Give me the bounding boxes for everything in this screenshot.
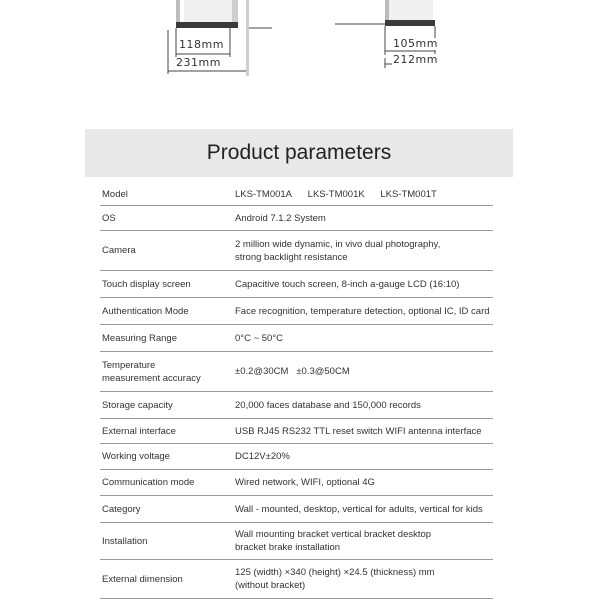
param-value: Face recognition, temperature detection, optional IC, ID card (235, 305, 490, 317)
param-value-line: 125 (width) ×340 (height) ×24.5 (thickness) mm (235, 567, 435, 578)
inner-dimension-label-right: 105mm (393, 37, 438, 50)
param-row-category (100, 496, 493, 523)
model-value: LKS-TM001T (380, 188, 437, 200)
param-row-communication (100, 470, 493, 496)
param-row-model (100, 183, 493, 206)
param-label: Installation (102, 535, 148, 547)
parameters-table (100, 183, 493, 599)
param-label: Touch display screen (102, 278, 191, 290)
param-label: Authentication Mode (102, 305, 189, 317)
section-header (85, 129, 513, 177)
param-row-voltage (100, 444, 493, 470)
outer-dimension-label-left: 231mm (176, 56, 221, 69)
param-label: OS (102, 212, 116, 224)
param-value (235, 238, 493, 264)
param-label: Working voltage (102, 451, 170, 462)
param-value-line: bracket brake installation (235, 542, 341, 553)
param-value: 0°C ~ 50°C (235, 332, 283, 344)
outer-dimension-label-right: 212mm (393, 53, 438, 66)
dimension-diagram-left (150, 0, 280, 80)
param-label: Storage capacity (102, 399, 173, 411)
inner-dimension-label-left: 118mm (179, 38, 224, 51)
param-row-installation (100, 523, 493, 560)
param-value: Capacitive touch screen, 8-inch a-gauge LCD (16:10) (235, 278, 460, 290)
param-label-line: Temperature (102, 359, 156, 371)
param-row-storage (100, 392, 493, 419)
param-row-measuring-range (100, 325, 493, 352)
param-row-camera (100, 231, 493, 271)
param-value-line: strong backlight resistance (235, 251, 348, 263)
param-value: USB RJ45 RS232 TTL reset switch WIFI antenna interface (235, 425, 482, 437)
param-label: Model (102, 188, 128, 200)
model-value: LKS-TM001A (235, 188, 293, 200)
param-label: Category (102, 503, 141, 515)
param-value: Android 7.1.2 System (235, 212, 326, 224)
param-value-line: 2 million wide dynamic, in vivo dual photography, (235, 238, 441, 250)
param-value: Wired network, WIFI, optional 4G (235, 477, 375, 488)
param-label-line: measurement accuracy (102, 372, 201, 384)
param-label: Camera (102, 245, 136, 256)
param-row-authentication (100, 298, 493, 325)
param-row-temperature-accuracy (100, 352, 493, 392)
param-value: DC12V±20% (235, 451, 290, 462)
dimension-diagram-right (335, 0, 455, 80)
param-value (235, 528, 493, 554)
param-label: External interface (102, 425, 176, 437)
param-row-os (100, 206, 493, 231)
param-value-line: Wall mounting bracket vertical bracket desktop (235, 529, 432, 540)
param-row-dimension (100, 560, 493, 599)
model-value: LKS-TM001K (307, 188, 365, 200)
param-label: Measuring Range (102, 332, 177, 344)
param-value (235, 188, 493, 201)
param-row-interface (100, 419, 493, 444)
param-value: ±0.2@30CM ±0.3@50CM (235, 366, 350, 377)
param-row-touch-display (100, 271, 493, 298)
param-label: Communication mode (102, 477, 195, 488)
param-value-line: (without bracket) (235, 580, 306, 591)
param-label: External dimension (102, 573, 183, 585)
param-value: 20,000 faces database and 150,000 records (235, 399, 421, 411)
section-title: Product parameters (206, 141, 392, 164)
param-label (100, 359, 235, 385)
param-value (235, 566, 493, 592)
param-value: Wall - mounted, desktop, vertical for adults, vertical for kids (235, 503, 483, 515)
